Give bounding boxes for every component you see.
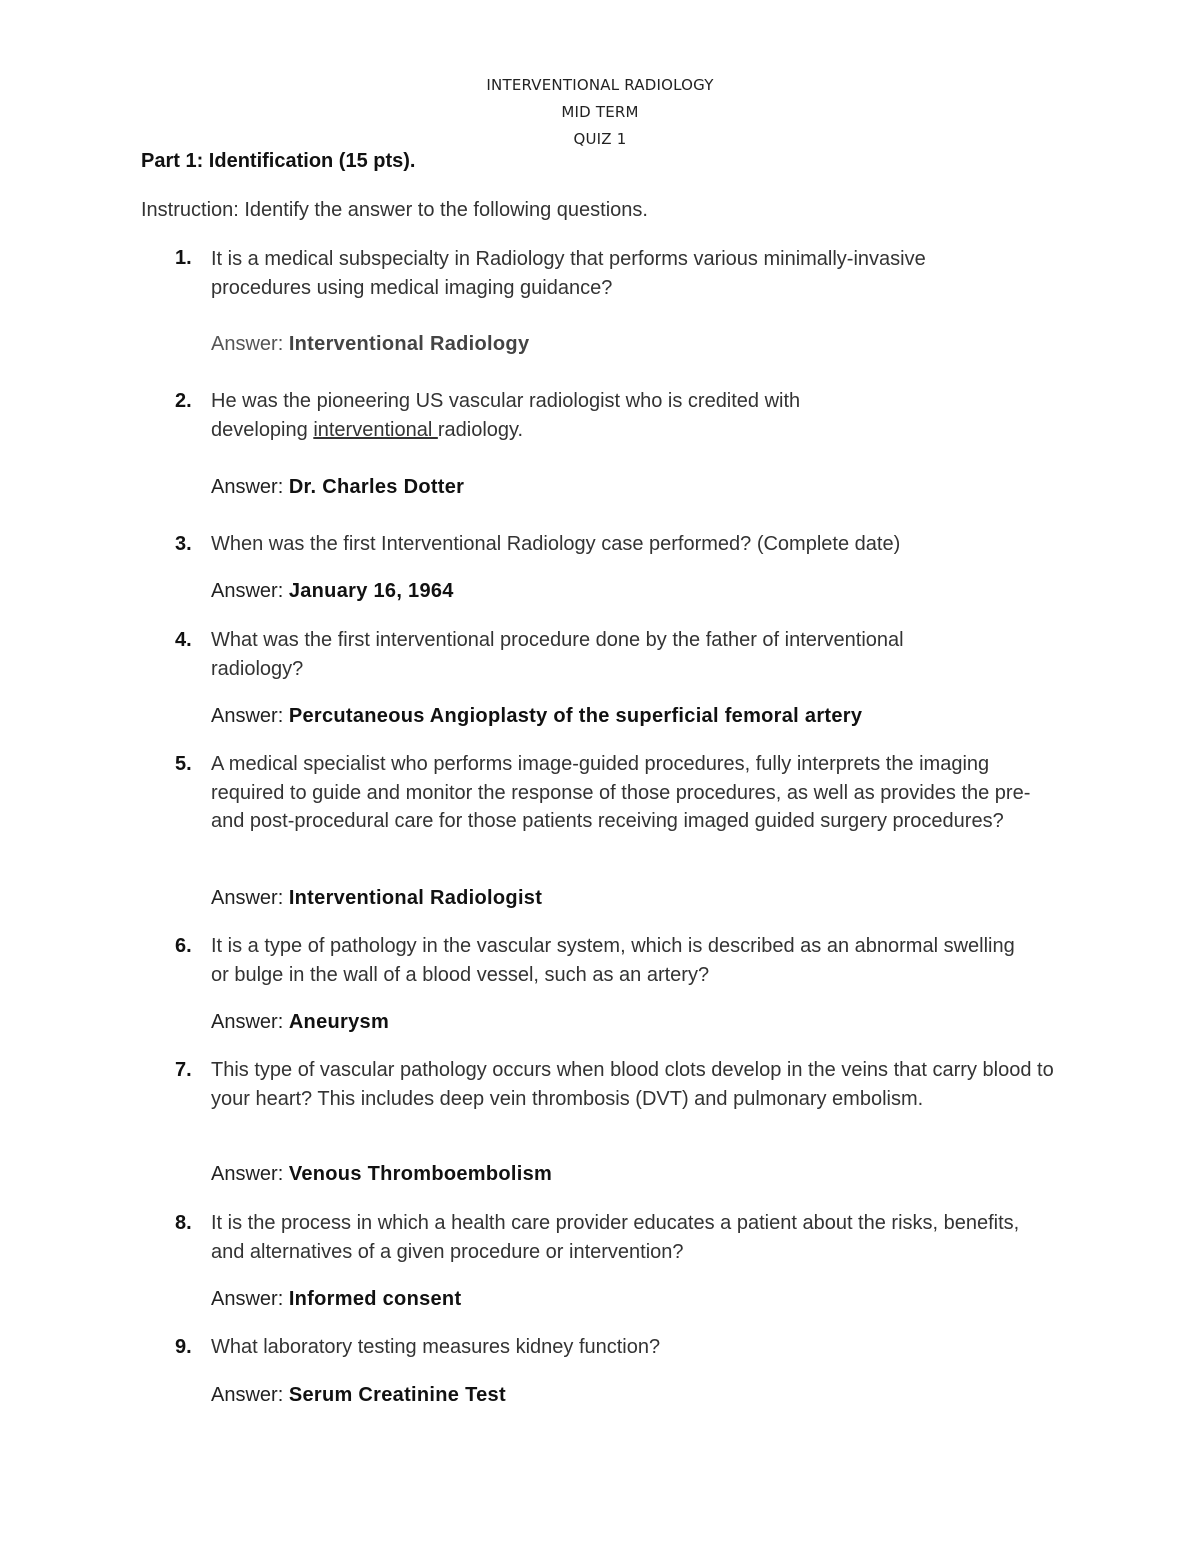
answer-line xyxy=(211,887,542,910)
header-title: INTERVENTIONAL RADIOLOGY xyxy=(486,76,714,94)
question-number: 2. xyxy=(175,390,192,412)
question-text: When was the first Interventional Radiology case performed? (Complete date) xyxy=(211,533,901,555)
answer-line xyxy=(211,705,862,728)
answer-value: Venous Thromboembolism xyxy=(288,1163,553,1185)
answer-line xyxy=(211,1163,552,1186)
question-text: It is the process in which a health care provider educates a patient about the risks, benefits, and alternatives of a given procedure or intervention? xyxy=(211,1212,1020,1263)
answer-value: Dr. Charles Dotter xyxy=(288,476,465,498)
header-subtitle: MID TERM xyxy=(561,103,639,121)
question-number: 5. xyxy=(175,753,192,775)
answer-label: Answer: xyxy=(211,476,284,498)
answer-label: Answer: xyxy=(211,887,284,909)
question-text-part: radiology. xyxy=(437,418,524,441)
answer-line xyxy=(211,1011,389,1034)
answer-label: Answer: xyxy=(211,333,284,355)
question-text: This type of vascular pathology occurs when blood clots develop in the veins that carry blood to your heart? This includes deep vein thrombosis (DVT) and pulmonary embolism. xyxy=(211,1059,1054,1110)
answer-label: Answer: xyxy=(211,1011,284,1033)
answer-line xyxy=(211,333,529,356)
question-number: 6. xyxy=(175,935,192,957)
answer-line xyxy=(211,476,464,499)
question-text-part: He was the pioneering US vascular radiologist who is credited with developing xyxy=(211,390,801,441)
question-text: It is a type of pathology in the vascular system, which is described as an abnormal swelling or bulge in the wall of a blood vessel, such as an artery? xyxy=(211,935,1015,986)
underlined-term: interventional xyxy=(313,418,438,441)
question-text: It is a medical subspecialty in Radiology that performs various minimally-invasive procedures using medical imaging guidance? xyxy=(211,248,926,299)
instruction-text: Instruction: Identify the answer to the following questions. xyxy=(141,199,648,221)
answer-value: Aneurysm xyxy=(288,1011,390,1033)
question-text: What laboratory testing measures kidney function? xyxy=(211,1336,661,1358)
question-text: A medical specialist who performs image-guided procedures, fully interprets the imaging required to guide and monitor the response of those procedures, as well as provides the pre-and post-procedural care for those patients receiving imaged guided surgery procedures? xyxy=(211,753,1031,832)
answer-value: Serum Creatinine Test xyxy=(288,1384,506,1406)
question-number: 9. xyxy=(175,1336,192,1358)
question-number: 8. xyxy=(175,1212,192,1234)
question-number: 1. xyxy=(175,247,192,269)
answer-value: Interventional Radiologist xyxy=(288,887,543,909)
answer-value: Informed consent xyxy=(288,1288,462,1310)
header-quiz: QUIZ 1 xyxy=(573,130,627,148)
answer-label: Answer: xyxy=(211,1163,284,1185)
answer-line xyxy=(211,1288,461,1311)
answer-line xyxy=(211,580,454,603)
question-number: 3. xyxy=(175,533,192,555)
answer-line xyxy=(211,1384,506,1407)
answer-label: Answer: xyxy=(211,580,284,602)
answer-value: January 16, 1964 xyxy=(288,580,454,602)
part-title: Part 1: Identification (15 pts). xyxy=(141,150,416,172)
question-number: 7. xyxy=(175,1059,192,1081)
answer-label: Answer: xyxy=(211,1288,284,1310)
answer-value: Percutaneous Angioplasty of the superficial femoral artery xyxy=(288,705,863,727)
answer-value: Interventional Radiology xyxy=(288,333,530,355)
question-number: 4. xyxy=(175,629,192,651)
answer-label: Answer: xyxy=(211,705,284,727)
question-text: What was the first interventional procedure done by the father of interventional radiology? xyxy=(211,629,904,680)
question-text xyxy=(211,387,871,444)
answer-label: Answer: xyxy=(211,1384,284,1406)
